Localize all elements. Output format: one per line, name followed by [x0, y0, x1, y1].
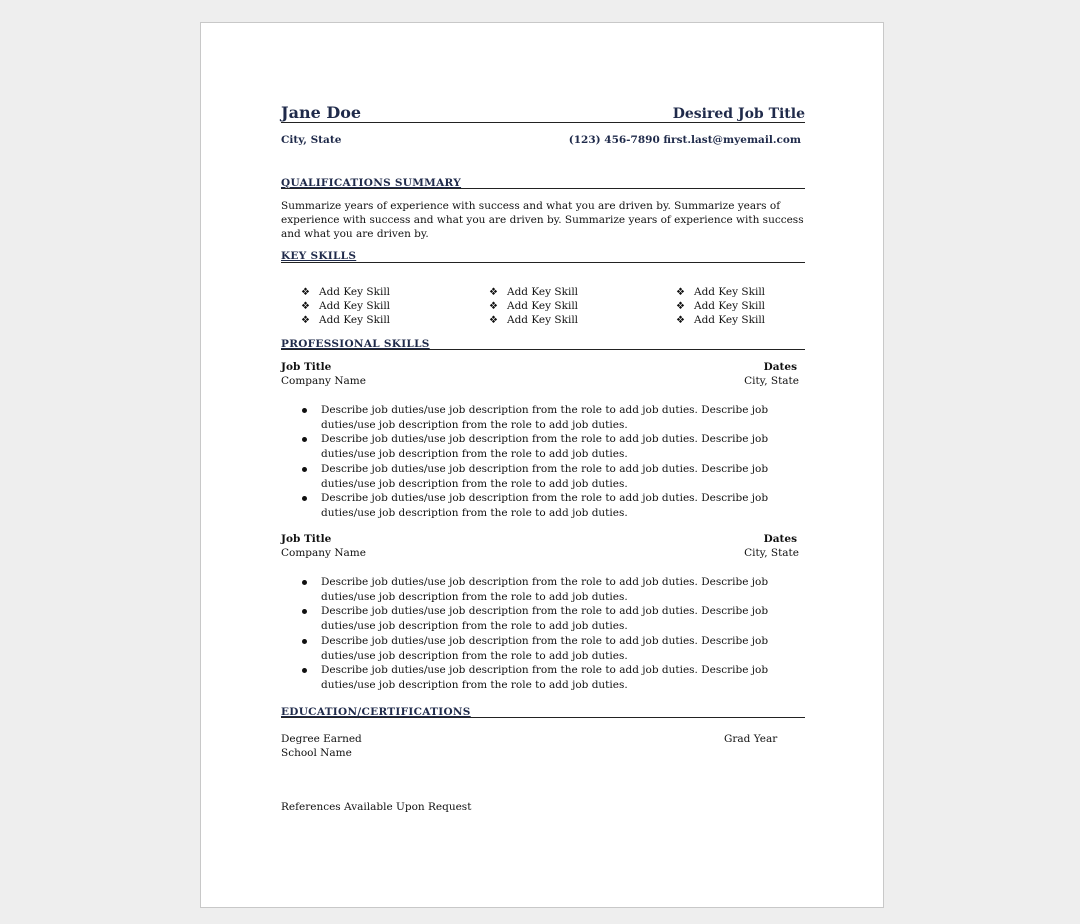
professional-skills-rule	[281, 349, 805, 350]
diamond-bullet-icon: ❖	[489, 315, 498, 326]
job-duty: Describe job duties/use job description from the role to add job duties. Describe job duties/use job description from the role to add job duties.	[321, 492, 769, 519]
key-skills-column	[676, 286, 765, 328]
job-duty: Describe job duties/use job description from the role to add job duties. Describe job duties/use job description from the role to add job duties.	[321, 463, 769, 490]
education-rule	[281, 717, 805, 718]
degree-earned: Degree Earned	[281, 733, 362, 745]
job-title: Job Title	[281, 361, 332, 373]
candidate-location: City, State	[281, 134, 342, 146]
key-skills-column	[489, 286, 578, 328]
school-name: School Name	[281, 747, 352, 759]
diamond-bullet-icon: ❖	[489, 301, 498, 312]
job-location: City, State	[744, 375, 799, 387]
job-duty: Describe job duties/use job description from the role to add job duties. Describe job duties/use job description from the role to add job duties.	[321, 576, 769, 603]
key-skill-item: ❖ Add Key Skill	[676, 300, 766, 312]
job-dates: Dates	[763, 533, 797, 545]
resume-page	[200, 22, 884, 908]
job-duty: Describe job duties/use job description from the role to add job duties. Describe job duties/use job description from the role to add job duties.	[321, 605, 769, 632]
key-skills-rule	[281, 262, 805, 263]
diamond-bullet-icon: ❖	[301, 287, 310, 298]
education-heading: EDUCATION/CERTIFICATIONS	[281, 706, 471, 718]
bullet-dot-icon	[302, 437, 307, 442]
job-dates: Dates	[763, 361, 797, 373]
key-skill-item: ❖ Add Key Skill	[489, 286, 579, 298]
diamond-bullet-icon: ❖	[676, 301, 685, 312]
key-skill-item: ❖ Add Key Skill	[301, 300, 391, 312]
job-location: City, State	[744, 547, 799, 559]
diamond-bullet-icon: ❖	[489, 287, 498, 298]
job-duty: Describe job duties/use job description from the role to add job duties. Describe job duties/use job description from the role to add job duties.	[321, 404, 769, 431]
bullet-dot-icon	[302, 639, 307, 644]
key-skills-heading: KEY SKILLS	[281, 250, 357, 262]
bullet-dot-icon	[302, 609, 307, 614]
professional-skills-heading: PROFESSIONAL SKILLS	[281, 338, 430, 350]
bullet-dot-icon	[302, 467, 307, 472]
desired-job-title: Desired Job Title	[672, 106, 805, 122]
key-skills-column	[301, 286, 390, 328]
diamond-bullet-icon: ❖	[301, 301, 310, 312]
key-skill-item: ❖ Add Key Skill	[676, 286, 766, 298]
bullet-dot-icon	[302, 408, 307, 413]
job-title: Job Title	[281, 533, 332, 545]
key-skill-item: ❖ Add Key Skill	[489, 314, 579, 326]
qualifications-text: Summarize years of experience with success and what you are driven by. Summarize years of experience with success and what you are driven by. Summarize years of experience with success and what you are driven by.	[281, 200, 804, 240]
header-rule	[281, 122, 805, 123]
key-skill-item: ❖ Add Key Skill	[301, 286, 391, 298]
qualifications-heading: QUALIFICATIONS SUMMARY	[281, 177, 462, 189]
diamond-bullet-icon: ❖	[301, 315, 310, 326]
key-skill-item: ❖ Add Key Skill	[301, 314, 391, 326]
key-skill-item: ❖ Add Key Skill	[489, 300, 579, 312]
diamond-bullet-icon: ❖	[676, 287, 685, 298]
company-name: Company Name	[281, 547, 366, 559]
grad-year: Grad Year	[724, 733, 778, 745]
candidate-name: Jane Doe	[281, 103, 362, 122]
bullet-dot-icon	[302, 668, 307, 673]
bullet-dot-icon	[302, 580, 307, 585]
qualifications-rule	[281, 188, 805, 189]
references-note: References Available Upon Request	[281, 801, 472, 813]
company-name: Company Name	[281, 375, 366, 387]
diamond-bullet-icon: ❖	[676, 315, 685, 326]
bullet-dot-icon	[302, 496, 307, 501]
contact-info: (123) 456-7890 first.last@myemail.com	[568, 134, 801, 146]
key-skill-item: ❖ Add Key Skill	[676, 314, 766, 326]
job-duty: Describe job duties/use job description from the role to add job duties. Describe job duties/use job description from the role to add job duties.	[321, 664, 769, 691]
job-duty: Describe job duties/use job description from the role to add job duties. Describe job duties/use job description from the role to add job duties.	[321, 433, 769, 460]
job-duty: Describe job duties/use job description from the role to add job duties. Describe job duties/use job description from the role to add job duties.	[321, 635, 769, 662]
